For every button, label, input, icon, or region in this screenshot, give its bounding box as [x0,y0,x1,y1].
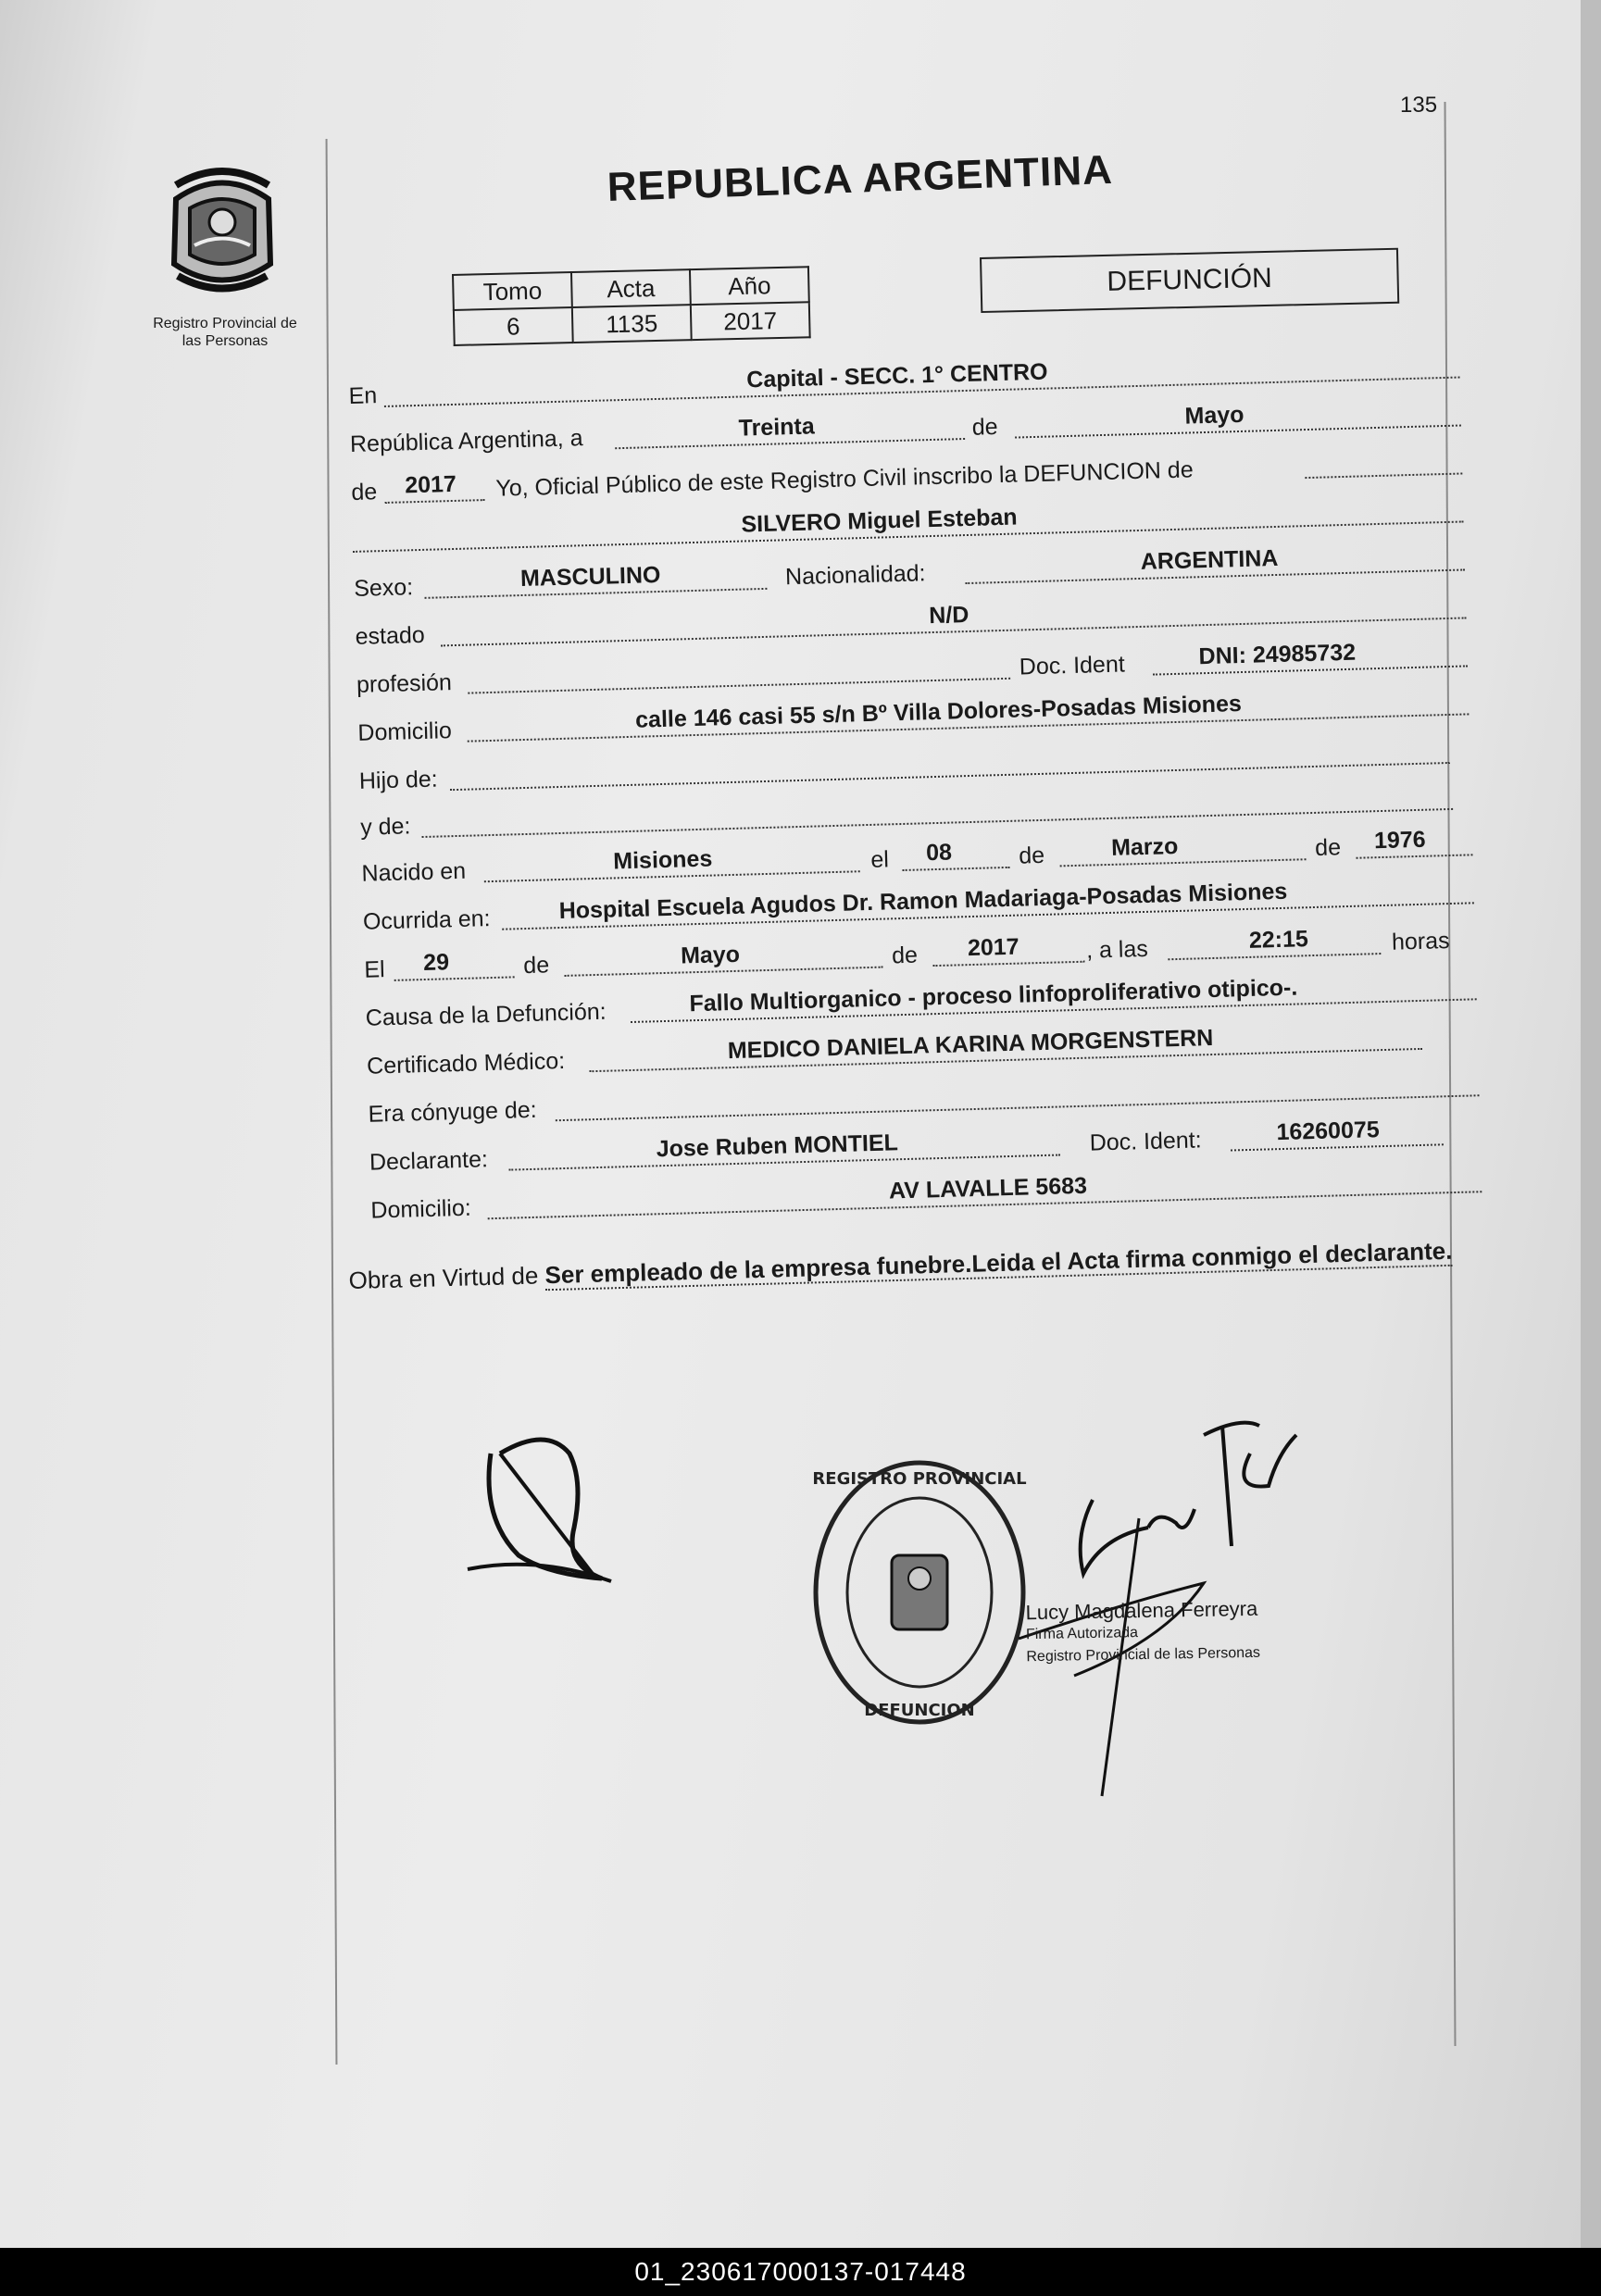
declarante-value: Jose Ruben MONTIEL [656,1129,899,1163]
ocurrida-value: Hospital Escuela Agudos Dr. Ramon Madariaga-Posadas Misiones [558,878,1288,925]
name-value: SILVERO Miguel Esteban [741,504,1018,538]
de-label-1: de [971,414,998,441]
svg-text:DEFUNCION: DEFUNCION [864,1701,975,1720]
doc-ident2-value: 16260075 [1276,1117,1381,1146]
signatory-block [1025,1598,1260,1668]
de-label-5: de [522,952,550,980]
signatory-name: Lucy Magdalena Ferreyra [1025,1596,1258,1625]
header-ano: Año [690,267,809,305]
inscribo-field [1304,438,1462,480]
signatory-role: Firma Autorizada [1025,1625,1139,1643]
value-ano: 2017 [691,302,810,340]
svg-text:REGISTRO PROVINCIAL: REGISTRO PROVINCIAL [812,1469,1027,1489]
page-number: 135 [1400,93,1438,118]
ocurrida-label: Ocurrida en: [362,905,491,935]
death-day-value: 29 [422,949,450,977]
republica-label: República Argentina, a [349,425,583,457]
birth-day-value: 08 [925,839,953,867]
en-value: Capital - SECC. 1° CENTRO [745,358,1048,393]
record-table [452,266,811,346]
record-type-box: DEFUNCIÓN [980,248,1399,313]
obra-value: Ser empleado de la empresa funebre.Leida el Acta firma conmigo el declarante. [544,1236,1453,1290]
nacionalidad-value: ARGENTINA [1140,544,1279,575]
causa-label: Causa de la Defunción: [365,998,607,1031]
certificado-label: Certificado Médico: [366,1047,566,1079]
registry-caption [128,315,322,350]
certificado-value: MEDICO DANIELA KARINA MORGENSTERN [727,1024,1214,1065]
registry-line-1: Registro Provincial de [153,316,297,331]
doc-ident-value: DNI: 24985732 [1198,639,1357,670]
hijo-label: Hijo de: [358,766,438,794]
inscribo-text: Yo, Oficial Público de este Registro Civil inscribo la DEFUNCION de [494,456,1194,502]
de-label-2: de [351,479,378,505]
scan-footer-id: 01_230617000137-017448 [0,2248,1601,2296]
document-title: REPUBLICA ARGENTINA [607,146,1114,210]
horas-label: horas [1391,928,1450,955]
sexo-value: MASCULINO [519,561,661,593]
profesion-label: profesión [356,669,453,698]
el-label: el [869,846,890,873]
de-label-4: de [1314,834,1342,861]
death-month-value: Mayo [680,941,741,969]
sexo-label: Sexo: [353,574,414,602]
signatory-office: Registro Provincial de las Personas [1026,1644,1261,1666]
el2-label: El [364,956,385,983]
birth-year-value: 1976 [1373,826,1427,855]
value-acta: 1135 [572,305,692,343]
value-tomo: 6 [454,307,573,345]
death-time-value: 22:15 [1248,926,1309,954]
year-value: 2017 [404,470,457,499]
header-acta: Acta [571,269,691,307]
nacido-label: Nacido en [361,857,467,887]
birth-month-field [1059,823,1307,867]
estado-label: estado [355,621,426,650]
declarant-signature [463,1416,630,1602]
conyuge-label: Era cónyuge de: [368,1096,538,1128]
province-seal-icon [157,157,287,296]
en-label: En [348,382,378,409]
death-year-value: 2017 [967,933,1019,962]
y-de-label: y de: [359,813,411,841]
page-edge [1581,0,1601,2248]
doc-ident-label: Doc. Ident [1019,651,1126,680]
nacido-value: Misiones [612,845,713,875]
de-label-6: de [891,942,919,969]
registry-line-2: las Personas [181,333,269,349]
declarante-label: Declarante: [369,1146,489,1176]
domicilio-value: calle 146 casi 55 s/n Bº Villa Dolores-Posadas Misiones [634,691,1243,733]
de-label-3: de [1018,842,1045,869]
birth-month-value: Marzo [1110,832,1179,861]
death-day-field [394,941,515,981]
a-las-label: , a las [1085,935,1149,964]
header-tomo: Tomo [453,272,572,310]
domicilio2-label: Domicilio: [370,1194,472,1224]
domicilio-label: Domicilio [357,718,453,746]
causa-value: Fallo Multiorganico - proceso linfoproliferativo otipico-. [689,974,1298,1017]
day-value: Treinta [738,413,816,442]
month-value: Mayo [1184,401,1245,430]
obra-label: Obra en Virtud de [348,1261,539,1294]
domicilio2-value: AV LAVALLE 5683 [888,1172,1088,1204]
estado-value: N/D [928,601,969,630]
doc-ident2-label: Doc. Ident: [1089,1127,1202,1156]
birth-day-field [902,831,1010,871]
nacionalidad-label: Nacionalidad: [784,560,926,591]
